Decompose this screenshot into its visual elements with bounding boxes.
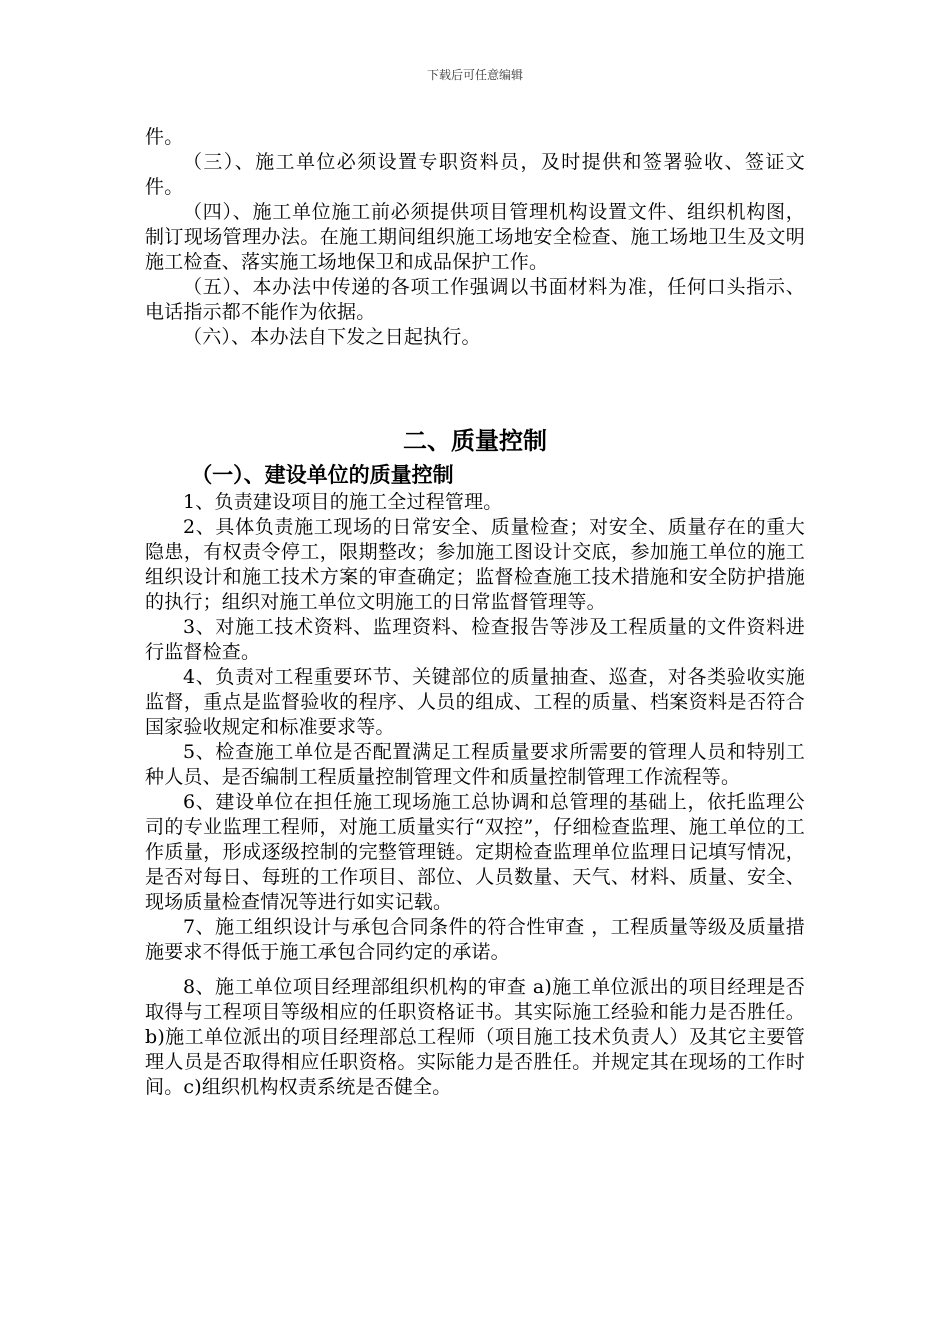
document-body: [145, 125, 805, 1100]
intro-paragraph-2: （三）、施工单位必须设置专职资料员，及时提供和签署验收、签证文件。: [145, 151, 805, 198]
spacer: [145, 350, 805, 426]
list-item-1: 1、负责建设项目的施工全过程管理。: [183, 491, 503, 513]
intro-paragraph-4: （五）、本办法中传递的各项工作强调以书面材料为准，任何口头指示、电话指示都不能作为依据。: [145, 276, 805, 323]
intro-paragraph-1: 件。: [145, 126, 184, 148]
list-item-3: 3、对施工技术资料、监理资料、检查报告等涉及工程质量的文件资料进行监督检查。: [145, 616, 805, 663]
list-item-2: 2、具体负责施工现场的日常安全、质量检查；对安全、质量存在的重大隐患，有权责令停工，限期整改；参加施工图设计交底，参加施工单位的施工组织设计和施工技术方案的审查确定；监督检查施工技术措施和安全防护措施的执行；组织对施工单位文明施工的日常监督管理等。: [145, 516, 805, 613]
list-item-7: 7、施工组织设计与承包合同条件的符合性审查 ，工程质量等级及质量措施要求不得低于施工承包合同约定的承诺。: [145, 916, 805, 963]
section-title: 二、质量控制: [403, 427, 547, 455]
section-subtitle: （一）、建设单位的质量控制: [191, 463, 454, 487]
intro-paragraph-5: （六）、本办法自下发之日起执行。: [183, 326, 481, 348]
list-item-5: 5、检查施工单位是否配置满足工程质量要求所需要的管理人员和特别工种人员、是否编制工程质量控制管理文件和质量控制管理工作流程等。: [145, 741, 805, 788]
list-item-8: 8、施工单位项目经理部组织机构的审查 a)施工单位派出的项目经理是否取得与工程项目等级相应的任职资格证书。其实际施工经验和能力是否胜任。b)施工单位派出的项目经理部总工程师（项目施工技术负责人）及其它主要管理人员是否取得相应任职资格。实际能力是否胜任。并规定其在现场的工作时间。c)组织机构权责系统是否健全。: [145, 976, 805, 1098]
list-item-4: 4、负责对工程重要环节、关键部位的质量抽查、巡查，对各类验收实施监督，重点是监督验收的程序、人员的组成、工程的质量、档案资料是否符合国家验收规定和标准要求等。: [145, 666, 805, 738]
page-header-note: 下载后可任意编辑: [426, 68, 523, 82]
intro-paragraph-3: （四）、施工单位施工前必须提供项目管理机构设置文件、组织机构图，制订现场管理办法。在施工期间组织施工场地安全检查、施工场地卫生及文明施工检查、落实施工场地保卫和成品保护工作。: [145, 201, 805, 273]
spacer: [145, 965, 805, 975]
list-item-6: 6、建设单位在担任施工现场施工总协调和总管理的基础上，依托监理公司的专业监理工程师，对施工质量实行“双控”，仔细检查监理、施工单位的工作质量，形成逐级控制的完整管理链。定期检查监理单位监理日记填写情况，是否对每日、每班的工作项目、部位、人员数量、天气、材料、质量、安全、现场质量检查情况等进行如实记载。: [145, 791, 805, 913]
